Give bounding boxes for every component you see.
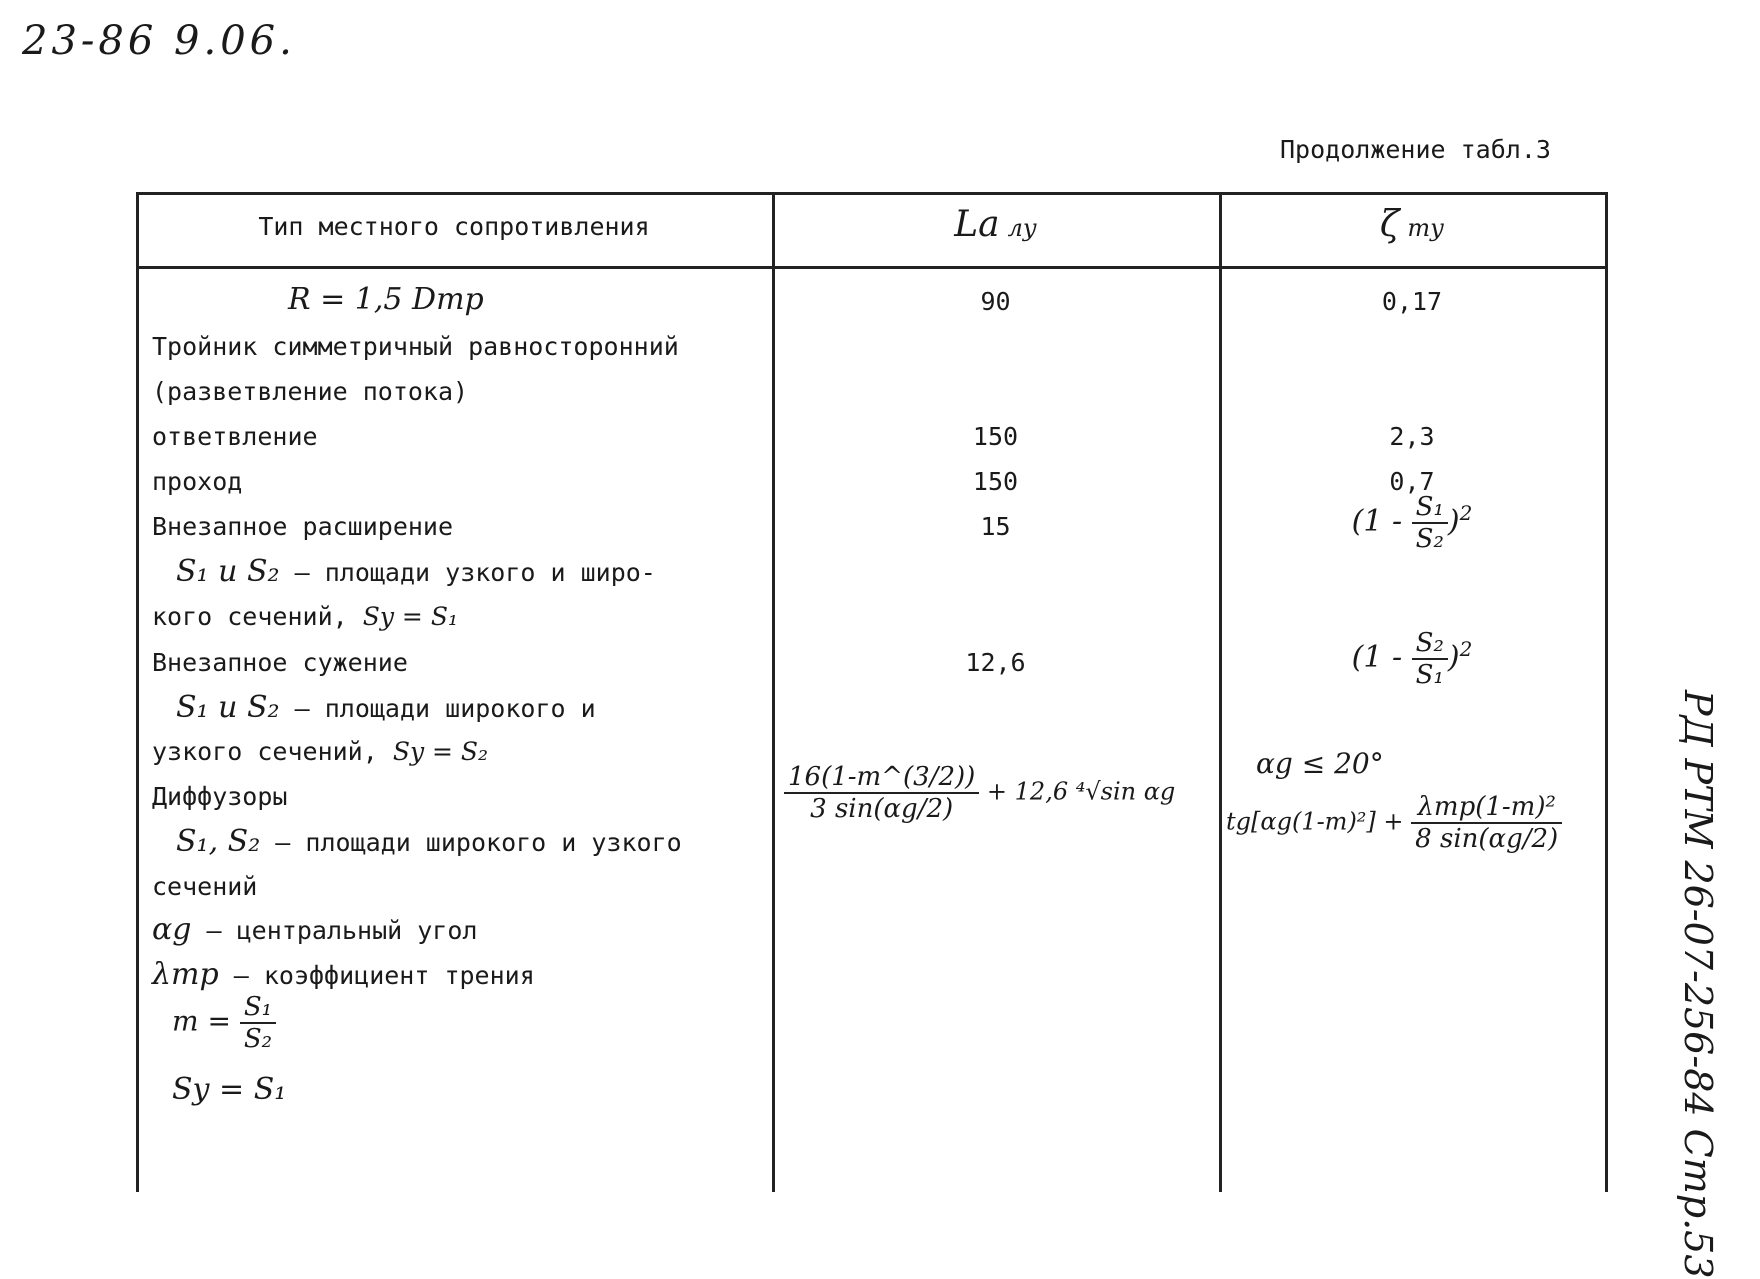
row-pass-la: 150 [972,467,1019,496]
row-tee-label: Тройник симметричный равносторонний [152,332,679,361]
row-expansion-label: Внезапное расширение [152,512,454,541]
con-zeta-numerator: S₂ [1412,628,1448,660]
row-bend-type: R = 1,5 Dтр [288,282,484,317]
diff-zeta-fraction [1411,792,1562,854]
handwritten-note: 23-86 9.06. [22,18,296,64]
row-branch-la: 150 [972,422,1019,451]
diff-la-numerator: 16(1-m^(3/2)) [784,762,979,794]
row-contraction-zeta [1219,628,1605,690]
diff-zeta-numerator: λтр(1-m)² [1411,792,1562,824]
header-zeta-subscript: ту [1407,214,1445,242]
row-contraction-desc [176,690,596,725]
row-branch-zeta: 2,3 [1389,422,1435,451]
table-header-rule [136,266,1608,269]
con-desc-text: – площади широкого и [294,694,596,723]
con-desc-symbols: S₁ и S₂ [176,690,280,725]
row-lambda-def [152,957,535,992]
exp-desc2-text: кого сечений, [152,602,348,631]
lambda-text: – коэффициент трения [233,961,535,990]
m-lhs: m = [172,1004,231,1038]
row-alpha-def [152,912,477,947]
row-contraction-label: Внезапное сужение [152,648,408,677]
header-la-subscript: лу [1007,214,1037,242]
diff-desc-symbols: S₁, S₂ [176,824,261,859]
con-zeta-fraction [1412,628,1448,690]
exp-zeta-open: (1 - [1351,504,1403,539]
row-pass-zeta: 0,7 [1389,467,1435,496]
exp-zeta-denominator: S₂ [1415,524,1444,554]
header-zeta [1219,204,1605,245]
row-expansion-zeta [1219,492,1605,554]
resistance-table [136,192,1608,1192]
diff-zeta-part1: tg[αg(1-m)²] + [1226,807,1404,836]
diff-zeta-denominator: 8 sin(αg/2) [1415,824,1559,854]
exp-zeta-power: 2 [1459,501,1473,525]
table-col-rule-2 [1219,192,1222,1192]
row-expansion-desc [176,554,656,589]
diff-la-fraction [784,762,979,824]
header-zeta-symbol: ζ [1379,204,1400,245]
table-top-rule [136,192,1608,195]
diff-la-denominator: 3 sin(αg/2) [810,794,954,824]
row-diffuser-zeta [1226,792,1562,854]
row-expansion-la: 15 [980,512,1011,541]
continuation-label: Продолжение табл.3 [1280,135,1551,164]
row-bend-la: 90 [980,287,1011,316]
con-zeta-power: 2 [1459,637,1473,661]
con-zeta-denominator: S₁ [1415,660,1444,690]
table-left-rule [136,192,139,1192]
exp-zeta-close: ) [1447,504,1460,539]
row-contraction-desc-2 [152,737,488,766]
diff-desc-text: – площади широкого и узкого [275,828,682,857]
row-branch-label: ответвление [152,422,318,451]
row-diffuser-desc-2: сечений [152,872,258,901]
row-expansion-desc-2 [152,602,458,631]
exp-zeta-fraction [1412,492,1448,554]
header-la-symbol: La [954,204,1000,245]
con-zeta-open: (1 - [1351,640,1403,675]
lambda-symbol: λтр [152,957,219,992]
con-desc2-math: Sy = S₂ [392,737,489,766]
exp-zeta-numerator: S₁ [1412,492,1448,524]
diff-la-rest: + 12,6 ⁴√sin αg [986,777,1176,806]
exp-desc-text: – площади узкого и широ- [294,558,656,587]
row-contraction-la: 12,6 [965,648,1026,677]
m-fraction [240,992,276,1054]
m-denominator: S₂ [243,1024,273,1054]
row-sy-def: Sy = S₁ [172,1072,287,1107]
table-right-rule [1605,192,1608,1192]
table-col-rule-1 [772,192,775,1192]
row-m-def [172,992,276,1054]
row-diffuser-label: Диффузоры [152,782,288,811]
exp-desc2-math: Sy = S₁ [362,602,458,631]
row-bend-zeta: 0,17 [1381,287,1443,316]
m-numerator: S₁ [240,992,276,1024]
header-la [772,204,1219,245]
row-tee-label-2: (разветвление потока) [152,377,469,406]
con-desc2-text: узкого сечений, [152,737,378,766]
document-side-stamp: РД РТМ 26-07-256-84 Стр.53 [1676,690,1720,1279]
alpha-symbol: αg [152,912,192,947]
row-diffuser-zeta-condition: αg ≤ 20° [1256,747,1384,780]
row-pass-label: проход [152,467,243,496]
row-diffuser-desc [176,824,682,859]
alpha-text: – центральный угол [206,916,478,945]
header-type: Тип местного сопротивления [258,212,650,241]
row-diffuser-la [784,762,1175,824]
con-zeta-close: ) [1447,640,1460,675]
exp-desc-symbols: S₁ и S₂ [176,554,280,589]
